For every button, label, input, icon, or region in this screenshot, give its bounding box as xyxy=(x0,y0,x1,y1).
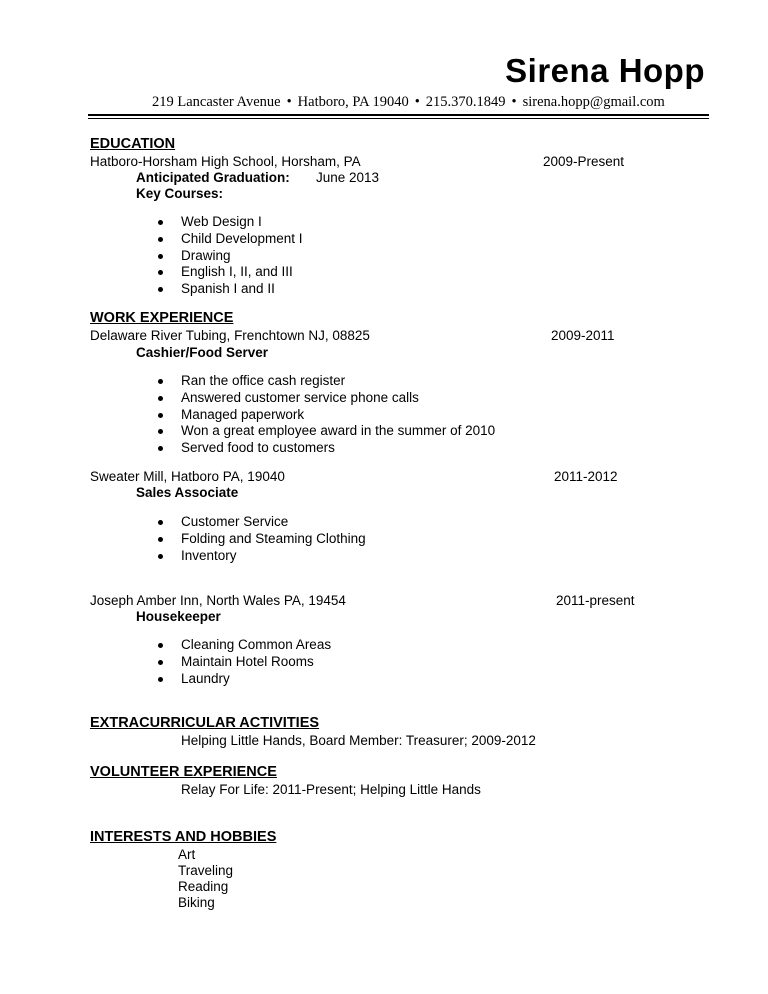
list-item: Traveling xyxy=(178,863,234,878)
education-heading: EDUCATION xyxy=(90,136,176,152)
school-name: Hatboro-Horsham High School, Horsham, PA xyxy=(90,154,361,169)
job-title: Sales Associate xyxy=(136,485,239,500)
list-item: Biking xyxy=(178,895,215,910)
work-heading: WORK EXPERIENCE xyxy=(90,310,234,326)
list-item: Spanish I and II xyxy=(154,281,303,298)
phone: 215.370.1849 xyxy=(425,94,506,110)
employment-dates: 2009-2011 xyxy=(551,328,615,343)
graduation-value: June 2013 xyxy=(316,170,380,185)
resume-name: Sirena Hopp xyxy=(505,52,705,89)
separator: • xyxy=(286,94,292,110)
list-item: Inventory xyxy=(154,548,366,565)
volunteer-text: Relay For Life: 2011-Present; Helping Little Hands xyxy=(181,782,481,797)
graduation-label: Anticipated Graduation: xyxy=(136,170,290,185)
employer-name: Joseph Amber Inn, North Wales PA, 19454 xyxy=(90,593,346,608)
interests-heading: INTERESTS AND HOBBIES xyxy=(90,829,277,845)
list-item: Web Design I xyxy=(154,214,303,231)
separator: • xyxy=(511,94,517,110)
volunteer-heading: VOLUNTEER EXPERIENCE xyxy=(90,764,277,780)
list-item: Ran the office cash register xyxy=(154,373,495,390)
courses-label: Key Courses: xyxy=(136,186,224,201)
list-item: Drawing xyxy=(154,248,303,265)
school-dates: 2009-Present xyxy=(543,154,625,169)
city: Hatboro, PA 19040 xyxy=(297,94,409,110)
employment-dates: 2011-2012 xyxy=(554,469,618,484)
list-item: Child Development I xyxy=(154,231,303,248)
list-item: Answered customer service phone calls xyxy=(154,390,495,407)
address: 219 Lancaster Avenue xyxy=(152,94,281,110)
duties-list xyxy=(154,637,331,687)
list-item: Managed paperwork xyxy=(154,407,495,424)
list-item: Reading xyxy=(178,879,229,894)
duties-list xyxy=(154,373,495,457)
list-item: Won a great employee award in the summer of 2010 xyxy=(154,423,495,440)
employer-name: Delaware River Tubing, Frenchtown NJ, 08825 xyxy=(90,328,370,343)
list-item: Folding and Steaming Clothing xyxy=(154,531,366,548)
separator: • xyxy=(414,94,420,110)
list-item: Art xyxy=(178,847,196,862)
duties-list xyxy=(154,514,366,564)
job-title: Cashier/Food Server xyxy=(136,345,269,360)
extracurricular-text: Helping Little Hands, Board Member: Treasurer; 2009-2012 xyxy=(181,733,536,748)
list-item: Laundry xyxy=(154,671,331,688)
header-rule xyxy=(88,114,709,116)
list-item: Served food to customers xyxy=(154,440,495,457)
interests-list xyxy=(178,847,233,911)
courses-list xyxy=(154,214,303,298)
employer-name: Sweater Mill, Hatboro PA, 19040 xyxy=(90,469,285,484)
extracurricular-heading: EXTRACURRICULAR ACTIVITIES xyxy=(90,715,320,731)
email: sirena.hopp@gmail.com xyxy=(522,94,665,110)
job-title: Housekeeper xyxy=(136,609,221,624)
list-item: English I, II, and III xyxy=(154,264,303,281)
list-item: Customer Service xyxy=(154,514,366,531)
list-item: Cleaning Common Areas xyxy=(154,637,331,654)
employment-dates: 2011-present xyxy=(556,593,635,608)
list-item: Maintain Hotel Rooms xyxy=(154,654,331,671)
header-rule-thin xyxy=(88,118,709,119)
contact-line xyxy=(152,94,665,111)
